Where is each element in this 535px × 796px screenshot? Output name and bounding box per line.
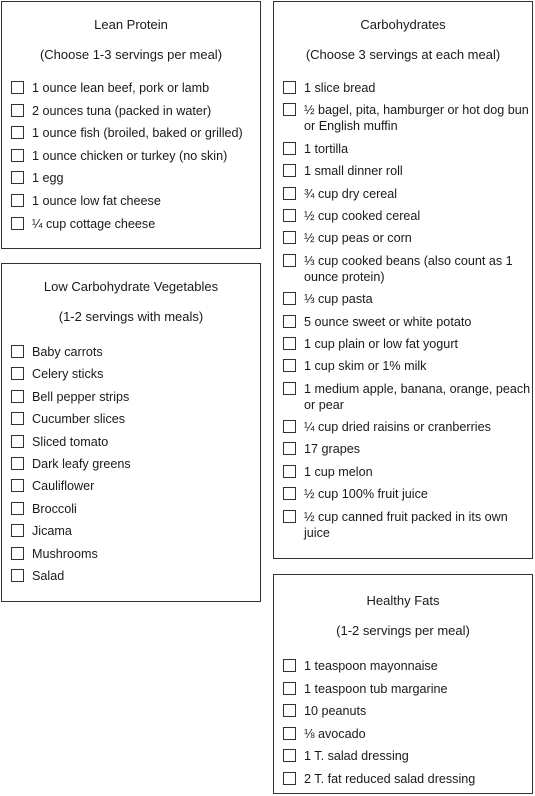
checkbox[interactable]: [283, 442, 296, 455]
checklist-item: [283, 102, 532, 134]
healthy-fats-panel: [273, 574, 533, 794]
checklist: [283, 658, 532, 787]
checklist-item-label: 1 cup plain or low fat yogurt: [304, 336, 459, 351]
checkbox[interactable]: [11, 547, 24, 560]
checkbox[interactable]: [283, 81, 296, 94]
checklist-item: [283, 208, 532, 224]
checklist-item: [11, 170, 260, 186]
checklist-item-label: 2 ounces tuna (packed in water): [32, 103, 212, 118]
checklist-item: [11, 148, 260, 164]
checklist-item-label: 5 ounce sweet or white potato: [304, 314, 472, 329]
checklist-item: [11, 216, 260, 232]
checkbox[interactable]: [11, 194, 24, 207]
checkbox[interactable]: [283, 164, 296, 177]
checkbox[interactable]: [283, 187, 296, 200]
panel-subtitle: (Choose 1-3 servings per meal): [39, 47, 223, 62]
checkbox[interactable]: [283, 420, 296, 433]
checkbox[interactable]: [11, 435, 24, 448]
checkbox[interactable]: [283, 659, 296, 672]
checkbox[interactable]: [11, 479, 24, 492]
checklist-item-label: Mushrooms: [32, 546, 98, 561]
checklist-item: [283, 419, 532, 435]
checklist-item: [11, 523, 260, 539]
checkbox[interactable]: [283, 749, 296, 762]
checklist-item-label: Sliced tomato: [32, 434, 109, 449]
checklist-item-label: ½ cup cooked cereal: [304, 208, 421, 223]
checklist-item-label: 1 cup melon: [304, 464, 373, 479]
checklist-item: [283, 291, 532, 307]
checklist-item-label: 1 slice bread: [304, 81, 376, 95]
checkbox[interactable]: [283, 103, 296, 116]
checkbox[interactable]: [283, 727, 296, 740]
checklist-item: [283, 771, 532, 787]
checklist-item-label: ¼ cup cottage cheese: [32, 216, 156, 231]
checklist-item: [283, 509, 532, 541]
checklist-item-label: 1 small dinner roll: [304, 164, 403, 179]
checklist-item: [11, 546, 260, 562]
checklist-item: [283, 358, 532, 374]
checkbox[interactable]: [283, 510, 296, 523]
checklist-item-label: 1 ounce fish (broiled, baked or grilled): [32, 126, 243, 141]
checklist-item-label: ¼ cup dried raisins or cranberries: [304, 420, 491, 435]
checkbox[interactable]: [11, 457, 24, 470]
checklist-item-label: Cauliflower: [32, 479, 95, 494]
checklist-item-label: ½ cup 100% fruit juice: [304, 487, 428, 502]
checklist-item-label: 1 tortilla: [304, 141, 349, 156]
checklist-item: [11, 568, 260, 584]
checkbox[interactable]: [11, 126, 24, 139]
checklist-item: [283, 253, 532, 285]
checklist-item-label: ⅓ cup cooked beans (also count as 1 ounce protein): [304, 253, 513, 284]
checklist-item-label: ½ cup canned fruit packed in its own juice: [304, 509, 508, 540]
checklist-item-label: 1 T. salad dressing: [304, 749, 409, 764]
checklist-item: [11, 389, 260, 405]
checklist-item: [283, 464, 532, 480]
checklist-item-label: Jicama: [32, 524, 72, 539]
checkbox[interactable]: [11, 217, 24, 230]
checkbox[interactable]: [283, 292, 296, 305]
checkbox[interactable]: [283, 337, 296, 350]
checklist-item: [283, 163, 532, 179]
panel-title: Carbohydrates: [360, 17, 446, 32]
checkbox[interactable]: [11, 104, 24, 117]
checklist-item: [283, 186, 532, 202]
checklist-item: [283, 230, 532, 246]
checklist-item-label: Salad: [32, 568, 65, 583]
checklist-item: [11, 411, 260, 427]
checklist: [11, 80, 260, 232]
checklist-item: [283, 681, 532, 697]
checklist-item: [283, 703, 532, 719]
checklist-item-label: 1 teaspoon tub margarine: [304, 681, 448, 696]
checklist-item: [283, 381, 532, 413]
checkbox[interactable]: [11, 367, 24, 380]
checklist-item: [11, 193, 260, 209]
checkbox[interactable]: [283, 382, 296, 395]
checkbox[interactable]: [283, 359, 296, 372]
panel-title: Healthy Fats: [366, 593, 440, 608]
checklist-item-label: 17 grapes: [304, 442, 361, 457]
checklist-item: [11, 103, 260, 119]
checkbox[interactable]: [11, 149, 24, 162]
checklist-item: [11, 366, 260, 382]
checklist-item: [11, 456, 260, 472]
checkbox[interactable]: [283, 209, 296, 222]
panel-subtitle: (1-2 servings per meal): [336, 623, 470, 638]
checkbox[interactable]: [283, 682, 296, 695]
checklist-item-label: 10 peanuts: [304, 704, 367, 719]
checklist-item: [283, 314, 532, 330]
checkbox[interactable]: [11, 502, 24, 515]
checkbox[interactable]: [283, 772, 296, 785]
panel-title: Low Carbohydrate Vegetables: [43, 279, 219, 294]
checklist-item-label: Dark leafy greens: [32, 456, 131, 471]
checklist-item-label: ⅛ avocado: [304, 726, 366, 741]
checklist-item-label: ⅓ cup pasta: [304, 292, 373, 307]
checkbox[interactable]: [11, 390, 24, 403]
checklist-item: [283, 141, 532, 157]
low-carb-vegetables-panel: [1, 263, 261, 602]
checklist-item: [11, 501, 260, 517]
checklist-item: [283, 80, 532, 96]
checkbox[interactable]: [11, 171, 24, 184]
checklist: [11, 344, 260, 584]
checklist-item-label: ½ bagel, pita, hamburger or hot dog bun or English muffin: [304, 103, 529, 134]
checkbox[interactable]: [283, 254, 296, 267]
panel-subtitle: (1-2 servings with meals): [58, 309, 204, 324]
checklist-item-label: 1 ounce chicken or turkey (no skin): [32, 148, 228, 163]
checkbox[interactable]: [11, 412, 24, 425]
checklist-item-label: Cucumber slices: [32, 412, 126, 427]
carbohydrates-panel: [273, 1, 533, 559]
panel-title: Lean Protein: [94, 17, 168, 32]
checklist-item-label: 1 medium apple, banana, orange, peach or pear: [304, 381, 531, 412]
checklist-item-label: 1 cup skim or 1% milk: [304, 359, 427, 374]
checklist-item-label: 1 egg: [32, 171, 64, 186]
checklist-item-label: 2 T. fat reduced salad dressing: [304, 771, 476, 786]
checkbox[interactable]: [283, 487, 296, 500]
checklist-item-label: ½ cup peas or corn: [304, 231, 412, 246]
panel-subtitle: (Choose 3 servings at each meal): [305, 47, 501, 62]
checklist-item: [283, 748, 532, 764]
lean-protein-panel: [1, 1, 261, 249]
checklist-item: [283, 658, 532, 674]
checkbox[interactable]: [283, 315, 296, 328]
checkbox[interactable]: [11, 524, 24, 537]
checklist-item: [11, 434, 260, 450]
checklist-item: [11, 344, 260, 360]
checklist-item: [11, 125, 260, 141]
checklist-item-label: ¾ cup dry cereal: [304, 186, 398, 201]
checkbox[interactable]: [283, 465, 296, 478]
checklist-item-label: 1 ounce low fat cheese: [32, 193, 161, 208]
checkbox[interactable]: [283, 142, 296, 155]
checkbox[interactable]: [283, 704, 296, 717]
checklist-item-label: Celery sticks: [32, 367, 104, 382]
checklist-item: [283, 336, 532, 352]
checkbox[interactable]: [11, 569, 24, 582]
checkbox[interactable]: [11, 345, 24, 358]
checklist-item-label: Baby carrots: [32, 345, 103, 359]
checklist-item-label: 1 ounce lean beef, pork or lamb: [32, 81, 210, 95]
checkbox[interactable]: [283, 231, 296, 244]
checklist-item-label: 1 teaspoon mayonnaise: [304, 659, 438, 673]
checklist-item: [11, 478, 260, 494]
checklist-item: [283, 486, 532, 502]
checkbox[interactable]: [11, 81, 24, 94]
checklist: [283, 80, 532, 541]
checklist-item-label: Bell pepper strips: [32, 389, 130, 404]
checklist-item: [283, 441, 532, 457]
checklist-item: [11, 80, 260, 96]
checklist-item-label: Broccoli: [32, 501, 77, 516]
checklist-item: [283, 726, 532, 742]
